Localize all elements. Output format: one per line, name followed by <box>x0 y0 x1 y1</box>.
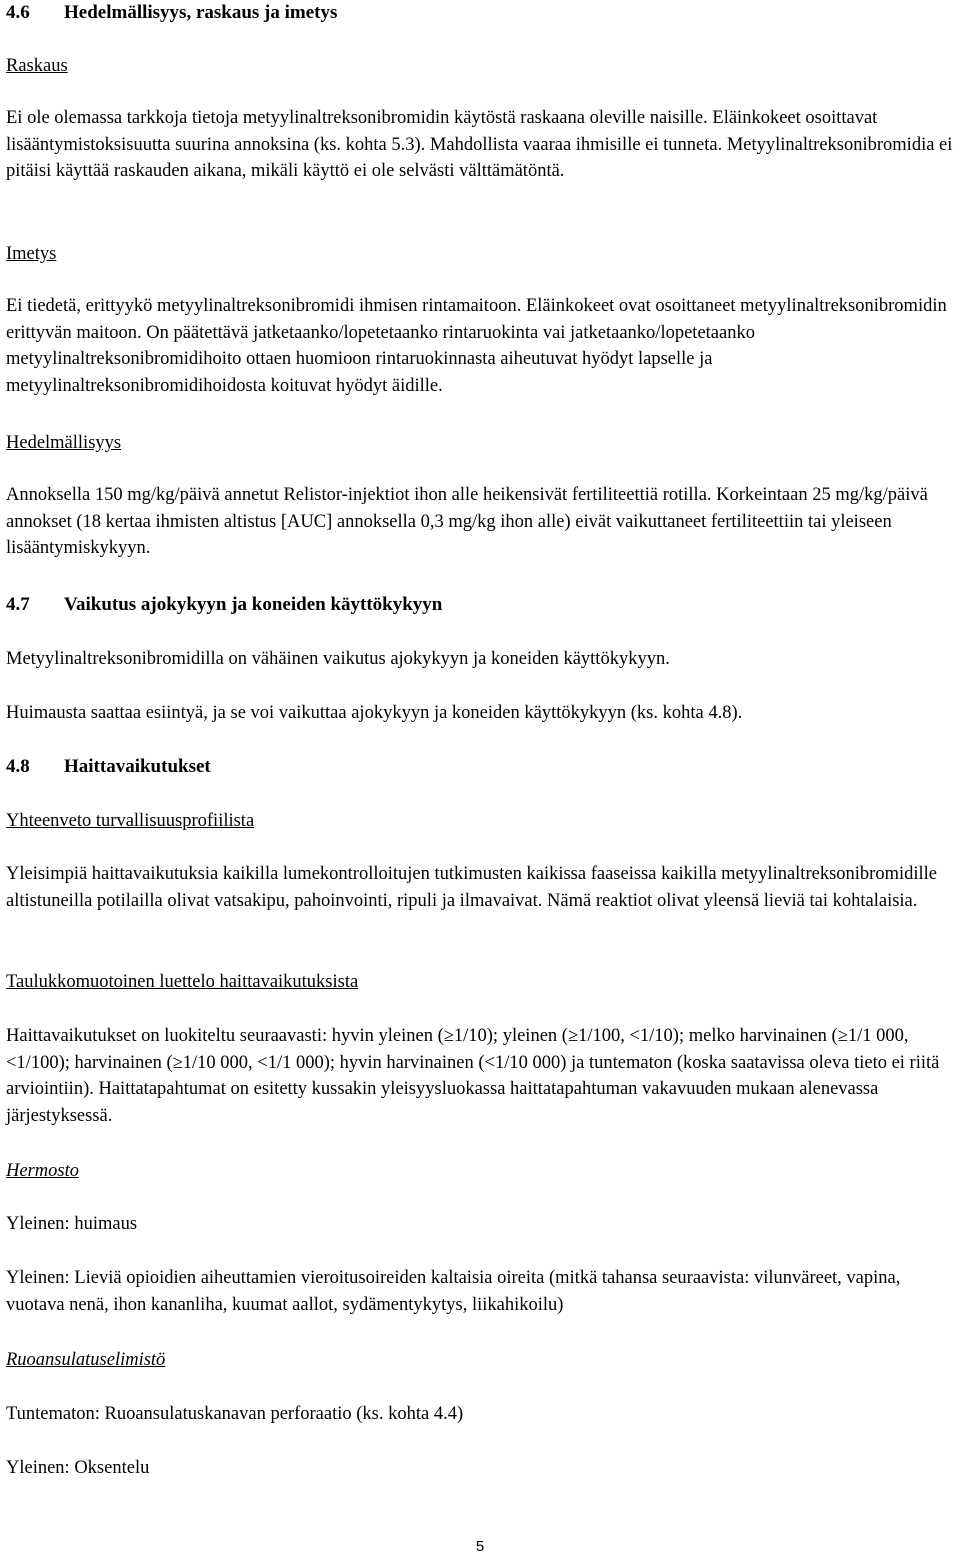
ruoansulatus-item-1: Tuntematon: Ruoansulatuskanavan perforaatio (ks. kohta 4.4) <box>6 1404 464 1424</box>
hedelmallisyys-heading: Hedelmällisyys <box>6 433 122 453</box>
yhteenveto-heading: Yhteenveto turvallisuusprofiilista <box>6 811 255 831</box>
hermosto-item-1: Yleinen: huimaus <box>6 1214 138 1234</box>
section-4-7-heading <box>6 592 442 619</box>
raskaus-paragraph: Ei ole olemassa tarkkoja tietoja metyylinaltreksonibromidin käytöstä raskaana oleville naisille. Eläinkokeet osoittavat lisääntymistoksisuutta suurina annoksina (ks. kohta 5.3). Mahdollista vaaraa ihmisille ei tunneta. Metyylinaltreksonibromidia ei pitäisi käyttää raskauden aikana, mikäli käyttö ei ole selvästi välttämätöntä. <box>6 108 953 181</box>
section-title: Hedelmällisyys, raskaus ja imetys <box>64 2 338 23</box>
page-number: 5 <box>475 1538 485 1555</box>
section-4-8-heading <box>6 754 211 781</box>
ruoansulatus-item-2: Yleinen: Oksentelu <box>6 1458 150 1478</box>
taulukko-paragraph: Haittavaikutukset on luokiteltu seuraavasti: hyvin yleinen (≥1/10); yleinen (≥1/100, <1/10); melko harvinainen (≥1/1 000, <1/100); harvinainen (≥1/10 000, <1/1 000); hyvin harvinainen (<1/10 000) ja tuntematon (koska saatavissa oleva tieto ei riitä arviointiin). Haittatapahtumat on esitetty kussakin yleisyysluokassa haittatapahtuman vakavuuden mukaan alenevassa järjestyksessä. <box>6 1026 940 1126</box>
section-number: 4.8 <box>6 756 30 777</box>
section-title: Vaikutus ajokykyyn ja koneiden käyttökykyyn <box>64 594 443 615</box>
hedelmallisyys-paragraph: Annoksella 150 mg/kg/päivä annetut Relistor-injektiot ihon alle heikensivät fertiliteettiä rotilla. Korkeintaan 25 mg/kg/päivä annokset (18 kertaa ihmisten altistus [AUC] annoksella 0,3 mg/kg ihon alle) eivät vaikuttaneet fertiliteettiin tai yleiseen lisääntymiskykyyn. <box>6 485 928 558</box>
section-title: Haittavaikutukset <box>64 756 211 777</box>
hermosto-heading: Hermosto <box>6 1161 79 1181</box>
imetys-heading: Imetys <box>6 244 57 264</box>
imetys-paragraph: Ei tiedetä, erittyykö metyylinaltreksonibromidi ihmisen rintamaitoon. Eläinkokeet ovat osoittaneet metyylinaltreksonibromidin erittyvän maitoon. On päätettävä jatketaanko/lopetetaanko rintaruokinta vai jatketaanko/lopetetaanko metyylinaltreksonibromidihoito ottaen huomioon rintaruokinnasta aiheutuvat hyödyt lapselle ja metyylinaltreksonibromidihoidosta koituvat hyödyt äidille. <box>6 296 947 396</box>
ruoansulatus-heading: Ruoansulatuselimistö <box>6 1350 166 1370</box>
section-4-6-heading <box>6 0 337 27</box>
section-number: 4.6 <box>6 2 30 23</box>
ajokyky-paragraph-1: Metyylinaltreksonibromidilla on vähäinen vaikutus ajokykyyn ja koneiden käyttökykyyn. <box>6 649 670 669</box>
hermosto-item-2: Yleinen: Lieviä opioidien aiheuttamien vieroitusoireiden kaltaisia oireita (mitkä tahansa seuraavista: vilunväreet, vapina, vuotava nenä, ihon kananliha, kuumat aallot, sydämentykytys, liikahikoilu) <box>6 1268 901 1315</box>
yhteenveto-paragraph: Yleisimpiä haittavaikutuksia kaikilla lumekontrolloitujen tutkimusten kaikissa faaseissa kaikilla metyylinaltreksonibromidille altistuneilla potilailla olivat vatsakipu, pahoinvointi, ripuli ja ilmavaivat. Nämä reaktiot olivat yleensä lieviä tai kohtalaisia. <box>6 864 937 911</box>
section-number: 4.7 <box>6 594 30 615</box>
ajokyky-paragraph-2: Huimausta saattaa esiintyä, ja se voi vaikuttaa ajokykyyn ja koneiden käyttökykyyn (ks. kohta 4.8). <box>6 703 743 723</box>
taulukko-heading: Taulukkomuotoinen luettelo haittavaikutuksista <box>6 972 359 992</box>
raskaus-heading: Raskaus <box>6 56 68 76</box>
